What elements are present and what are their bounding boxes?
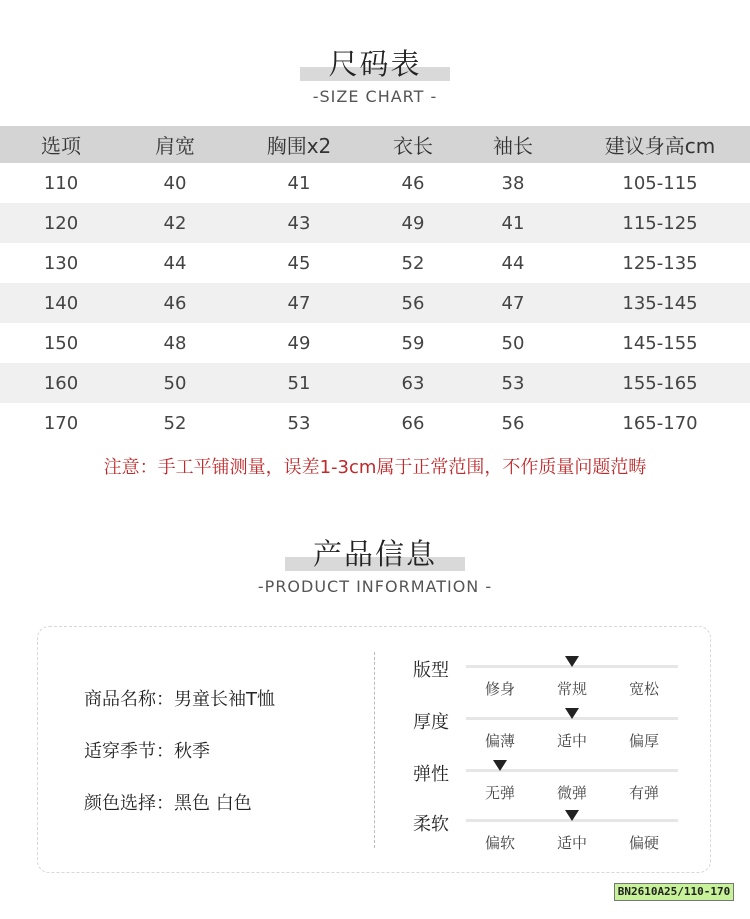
- cell-chest: 49: [287, 332, 311, 354]
- prop-softness-option: 适中: [556, 834, 587, 852]
- cell-sleeve: 41: [456, 203, 570, 243]
- header-cell-sleeve: 袖长: [456, 126, 570, 163]
- cell-height: 155-165: [570, 363, 750, 403]
- info-colors: 颜色选择：黑色 白色: [84, 793, 252, 814]
- prop-fit-label: 版型: [413, 660, 449, 681]
- cell-chest: 53: [287, 412, 311, 434]
- cell-chest: 47: [228, 283, 370, 323]
- cell-height: 105-115: [622, 172, 698, 194]
- size-table-header: [0, 126, 750, 163]
- cell-sleeve: 47: [456, 283, 570, 323]
- table-row: [0, 363, 750, 403]
- size-chart-title-block: [0, 42, 750, 83]
- prop-elasticity-option: 有弹: [628, 784, 659, 802]
- table-row: [0, 243, 750, 283]
- header-cell-option: 选项: [0, 126, 122, 163]
- measurement-note: 注意：手工平铺测量，误差1-3cm属于正常范围，不作质量问题范畴: [103, 457, 647, 478]
- cell-sleeve: 56: [501, 412, 525, 434]
- cell-length: 46: [401, 172, 425, 194]
- cell-size: 140: [0, 283, 122, 323]
- cell-size: 110: [43, 172, 79, 194]
- table-row: [0, 323, 750, 363]
- prop-fit-option: 常规: [556, 680, 587, 698]
- cell-height: 165-170: [622, 412, 698, 434]
- cell-height: 125-135: [622, 252, 698, 274]
- prop-softness-option: 偏硬: [628, 834, 659, 852]
- cell-shoulder: 50: [122, 363, 228, 403]
- cell-height: 135-145: [570, 283, 750, 323]
- product-code-tag: BN2610A25/110-170: [614, 883, 734, 901]
- product-info-title: 产品信息: [312, 537, 437, 571]
- product-info-subtitle: -PRODUCT INFORMATION -: [257, 577, 493, 596]
- prop-softness-marker-icon: [565, 810, 579, 821]
- cell-shoulder: 44: [163, 252, 187, 274]
- cell-length: 56: [370, 283, 456, 323]
- cell-chest: 43: [228, 203, 370, 243]
- header-cell-length: 衣长: [370, 126, 456, 163]
- prop-thickness-marker-icon: [565, 708, 579, 719]
- prop-softness-option: 偏软: [484, 834, 515, 852]
- prop-elasticity-option: 无弹: [484, 784, 515, 802]
- cell-size: 150: [43, 332, 79, 354]
- prop-elasticity-option: 微弹: [556, 784, 587, 802]
- prop-thickness-option: 偏薄: [484, 732, 515, 750]
- prop-fit-marker-icon: [565, 656, 579, 667]
- cell-shoulder: 40: [163, 172, 187, 194]
- info-season: 适穿季节：秋季: [84, 741, 210, 762]
- cell-length: 52: [401, 252, 425, 274]
- prop-thickness-option: 适中: [556, 732, 587, 750]
- cell-size: 130: [43, 252, 79, 274]
- table-row: [0, 283, 750, 323]
- table-row: [0, 203, 750, 243]
- cell-sleeve: 53: [456, 363, 570, 403]
- cell-shoulder: 46: [122, 283, 228, 323]
- cell-length: 66: [401, 412, 425, 434]
- prop-fit-option: 宽松: [628, 680, 659, 698]
- cell-length: 59: [401, 332, 425, 354]
- cell-size: 170: [43, 412, 79, 434]
- cell-height: 145-155: [622, 332, 698, 354]
- table-row: [0, 403, 750, 443]
- cell-shoulder: 42: [122, 203, 228, 243]
- table-row: [0, 163, 750, 203]
- size-chart-title: 尺码表: [328, 47, 422, 81]
- size-chart-subtitle: -SIZE CHART -: [312, 87, 438, 106]
- info-product-name: 商品名称：男童长袖T恤: [84, 689, 275, 710]
- cell-shoulder: 52: [163, 412, 187, 434]
- cell-size: 120: [0, 203, 122, 243]
- prop-elasticity-label: 弹性: [413, 764, 449, 785]
- cell-sleeve: 50: [501, 332, 525, 354]
- prop-thickness-option: 偏厚: [628, 732, 659, 750]
- size-table: [0, 126, 750, 443]
- cell-shoulder: 48: [163, 332, 187, 354]
- cell-sleeve: 38: [501, 172, 525, 194]
- cell-height: 115-125: [570, 203, 750, 243]
- cell-length: 63: [370, 363, 456, 403]
- header-cell-shoulder: 肩宽: [122, 126, 228, 163]
- prop-fit-option: 修身: [484, 680, 515, 698]
- card-divider: [374, 652, 375, 848]
- cell-size: 160: [0, 363, 122, 403]
- prop-softness-label: 柔软: [413, 814, 449, 835]
- prop-thickness-label: 厚度: [413, 712, 449, 733]
- header-cell-chest: 胸围x2: [228, 126, 370, 163]
- cell-chest: 45: [287, 252, 311, 274]
- product-info-title-block: [0, 532, 750, 573]
- prop-elasticity-marker-icon: [493, 760, 507, 771]
- cell-length: 49: [370, 203, 456, 243]
- cell-chest: 51: [228, 363, 370, 403]
- header-cell-height: 建议身高cm: [570, 126, 750, 163]
- cell-sleeve: 44: [501, 252, 525, 274]
- cell-chest: 41: [287, 172, 311, 194]
